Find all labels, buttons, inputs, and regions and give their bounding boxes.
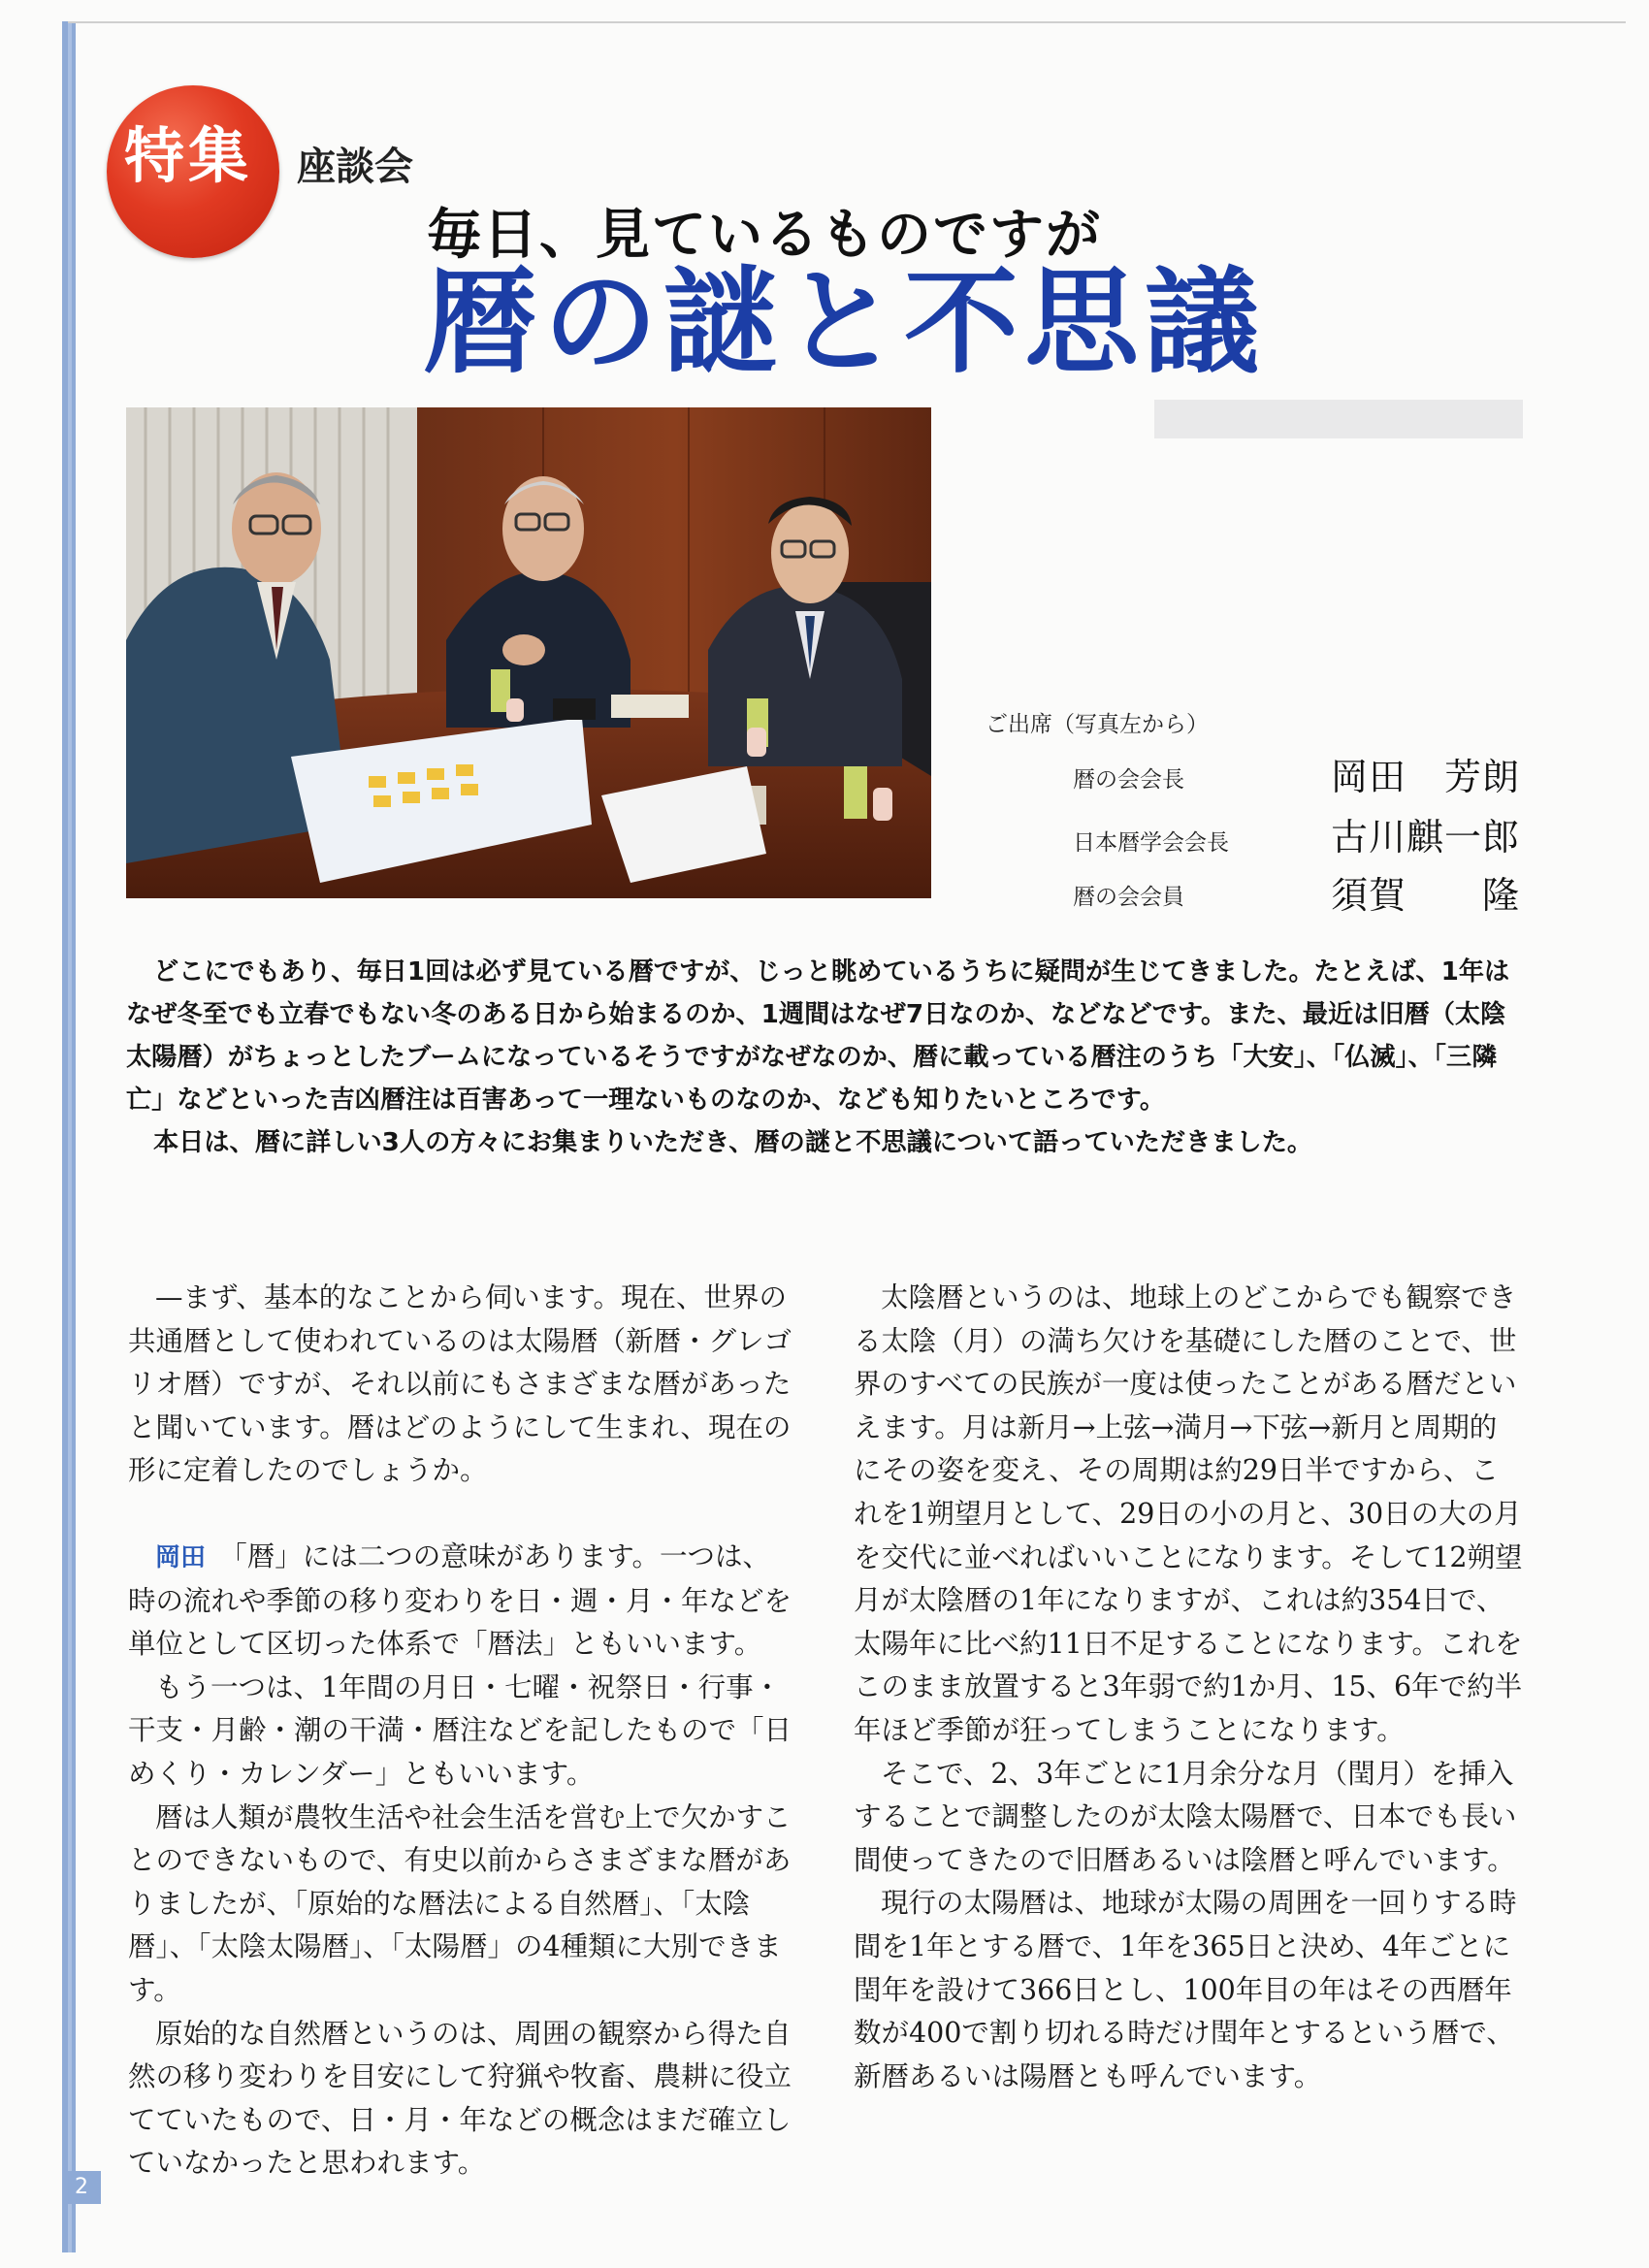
speaker-name: 岡田 [155, 1542, 207, 1572]
top-rule [68, 21, 1626, 23]
roundtable-photo [126, 407, 931, 898]
answer-paragraph [128, 1536, 797, 1667]
feature-badge-label: 特集 [124, 120, 253, 191]
answer-paragraph: 太陰暦というのは、地球上のどこからでも観察できる太陰（月）の満ち欠けを基礎にした暦のことで、世界のすべての民族が一度は使ったことがある暦だといえます。月は新月→上弦→満月→下弦→新月と周期的にその姿を変え、その周期は約29日半ですから、これを1朔望月として、29日の小の月と、30日の大の月を交代に並べればいいことになります。そして12朔望月が太陰暦の1年になりますが、これは約354日で、太陽年に比べ約11日不足することになります。これをこのまま放置すると3年弱で約1か月、15、6年で約半年ほど季節が狂ってしまうことになります。 [854, 1281, 1523, 1746]
answer-paragraph: 原始的な自然暦というのは、周囲の観察から得た自然の移り変わりを目安にして狩猟や牧畜、農耕に役立てていたもので、日・月・年などの概念はまだ確立していなかったと思われます。 [128, 2017, 792, 2180]
attendee-name: 須賀 隆 [1331, 874, 1519, 917]
interviewer-question: —まず、基本的なことから伺います。現在、世界の共通暦として使われているのは太陽暦（新暦・グレゴリオ暦）ですが、それ以前にもさまざまな暦があったと聞いています。暦はどのようにして生まれ、現在の形に定着したのでしょうか。 [128, 1281, 792, 1487]
answer-text: 「暦」には二つの意味があります。一つは、時の流れや季節の移り変わりを日・週・月・年などを単位として区切った体系で「暦法」ともいいます。 [128, 1539, 792, 1661]
right-column [854, 1277, 1523, 2098]
headline-subtitle: 毎日、見ているものですが [427, 203, 1102, 267]
left-column [128, 1277, 797, 2186]
photo-illustration [126, 407, 931, 898]
attendee-name: 岡田 芳朗 [1331, 756, 1519, 798]
attendee-role: 暦の会会員 [1073, 885, 1184, 910]
answer-paragraph: 現行の太陽暦は、地球が太陽の周囲を一回りする時間を1年とする暦で、1年を365日と決め、4年ごとに閏年を設けて366日とし、100年目の年はその西暦年数が400で割り切れる時だけ閏年とするという暦で、新暦あるいは陽暦とも呼んでいます。 [854, 1887, 1517, 2092]
lead-paragraph [126, 951, 1527, 1164]
answer-paragraph: そこで、2、3年ごとに1月余分な月（閏月）を挿入することで調整したのが太陰太陽暦で、日本でも長い間使ってきたので旧暦あるいは陰暦と呼んでいます。 [854, 1757, 1517, 1876]
decorative-band [1154, 400, 1523, 438]
answer-paragraph: もう一つは、1年間の月日・七曜・祝祭日・行事・干支・月齢・潮の干満・暦注などを記したもので「日めくり・カレンダー」ともいいます。 [128, 1670, 792, 1790]
page-number: 2 [62, 2171, 101, 2204]
attendees-heading: ご出席（写真左から） [986, 712, 1209, 737]
attendee-role: 暦の会会長 [1073, 767, 1184, 793]
lead-text: どこにでもあり、毎日1回は必ず見ている暦ですが、じっと眺めているうちに疑問が生じてきました。たとえば、1年はなぜ冬至でも立春でもない冬のある日から始まるのか、1週間はなぜ7日なのか、などなどです。また、最近は旧暦（太陰太陽暦）がちょっとしたブームになっているそうですがなぜなのか、暦に載っている暦注のうち「大安」、「仏滅」、「三隣亡」などといった吉凶暦注は百害あって一理ないものなのか、なども知りたいところです。 [126, 957, 1510, 1115]
attendee-name: 古川麒一郎 [1331, 816, 1519, 859]
answer-paragraph: 暦は人類が農牧生活や社会生活を営む上で欠かすことのできないもので、有史以前からさまざまな暦がありましたが、「原始的な暦法による自然暦」、「太陰暦」、「太陰太陽暦」、「太陽暦」の4種類に大別できます。 [128, 1800, 792, 2006]
attendee-role: 日本暦学会会長 [1073, 830, 1229, 856]
headline-title: 暦の謎と不思議 [423, 255, 1266, 389]
section-type-label: 座談会 [297, 145, 413, 189]
left-margin-bar-highlight [68, 21, 72, 2252]
lead-text: 本日は、暦に詳しい3人の方々にお集まりいただき、暦の謎と不思議について語っていただきました。 [153, 1128, 1313, 1157]
